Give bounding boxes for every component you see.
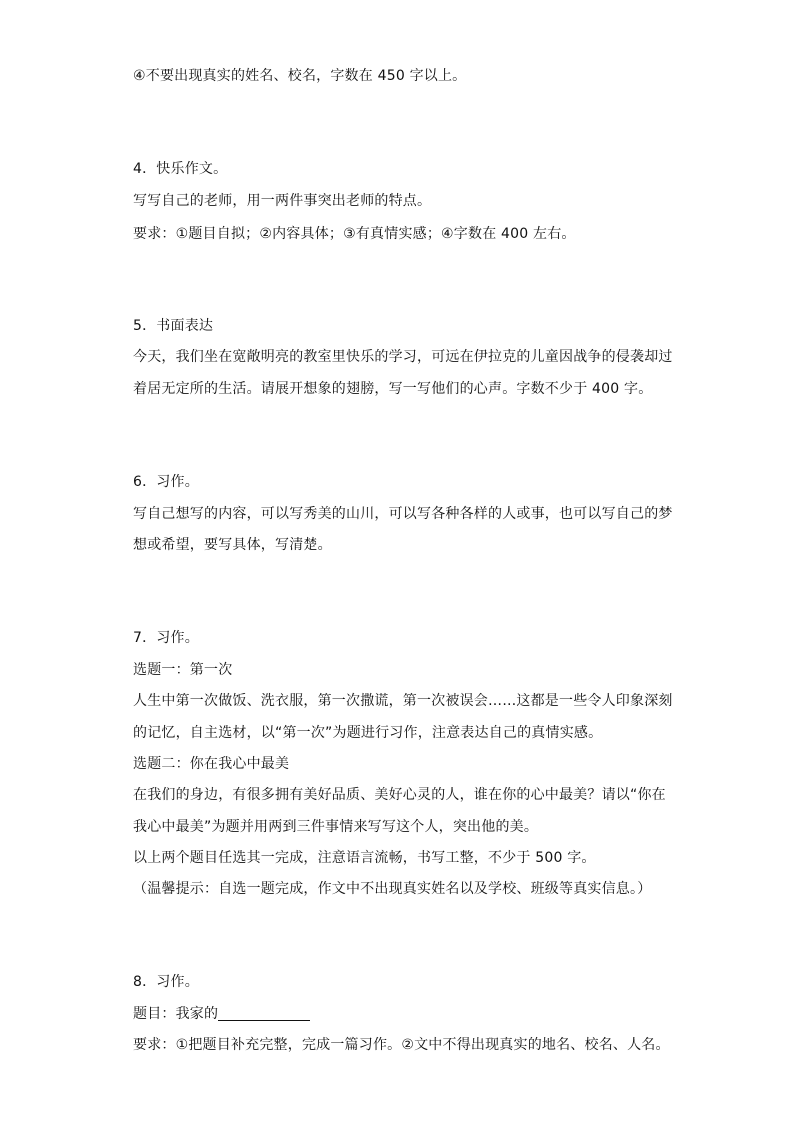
requirement-line: 以上两个题目任选其一完成，注意语言流畅，书写工整，不少于 500 字。 — [133, 850, 596, 866]
title-prefix: 题目：我家的 — [133, 1006, 219, 1022]
question-text: 写写自己的老师，用一两件事突出老师的特点。 — [133, 193, 432, 209]
question-text: 想或希望，要写具体，写清楚。 — [133, 537, 332, 553]
question-heading-8: 8．习作。 — [133, 974, 199, 990]
question-heading-7: 7．习作。 — [133, 630, 199, 646]
topic-option-2: 选题二：你在我心中最美 — [133, 756, 290, 772]
question-text: 写自己想写的内容，可以写秀美的山川，可以写各种各样的人或事，也可以写自己的梦 — [133, 506, 673, 522]
tip-line: （温馨提示：自选一题完成，作文中不出现真实姓名以及学校、班级等真实信息。） — [133, 881, 652, 897]
question-heading-4: 4．快乐作文。 — [133, 161, 228, 177]
fill-blank[interactable] — [218, 1006, 310, 1021]
question-heading-6: 6．习作。 — [133, 474, 199, 490]
requirement-line: 要求：①把题目补充完整，完成一篇习作。②文中不得出现真实的地名、校名、人名。 — [133, 1037, 670, 1053]
question-text: 我心中最美”为题并用两到三件事情来写写这个人，突出他的美。 — [133, 819, 539, 835]
question-text: 在我们的身边，有很多拥有美好品质、美好心灵的人，谁在你的心中最美？请以“你在 — [133, 787, 666, 803]
topic-option-1: 选题一：第一次 — [133, 662, 233, 678]
title-fill-line — [133, 1005, 310, 1023]
question-text: 人生中第一次做饭、洗衣服，第一次撒谎，第一次被误会……这都是一些令人印象深刻 — [133, 693, 673, 709]
question-text: 今天，我们坐在宽敞明亮的教室里快乐的学习，可远在伊拉克的儿童因战争的侵袭却过 — [133, 349, 673, 365]
question-text: 着居无定所的生活。请展开想象的翅膀，写一写他们的心声。字数不少于 400 字。 — [133, 381, 653, 397]
requirement-line: 要求：①题目自拟；②内容具体；③有真情实感；④字数在 400 左右。 — [133, 226, 576, 242]
requirement-line: ④不要出现真实的姓名、校名，字数在 450 字以上。 — [133, 68, 467, 84]
question-heading-5: 5．书面表达 — [133, 318, 214, 334]
question-text: 的记忆，自主选材，以“第一次”为题进行习作，注意表达自己的真情实感。 — [133, 725, 603, 741]
